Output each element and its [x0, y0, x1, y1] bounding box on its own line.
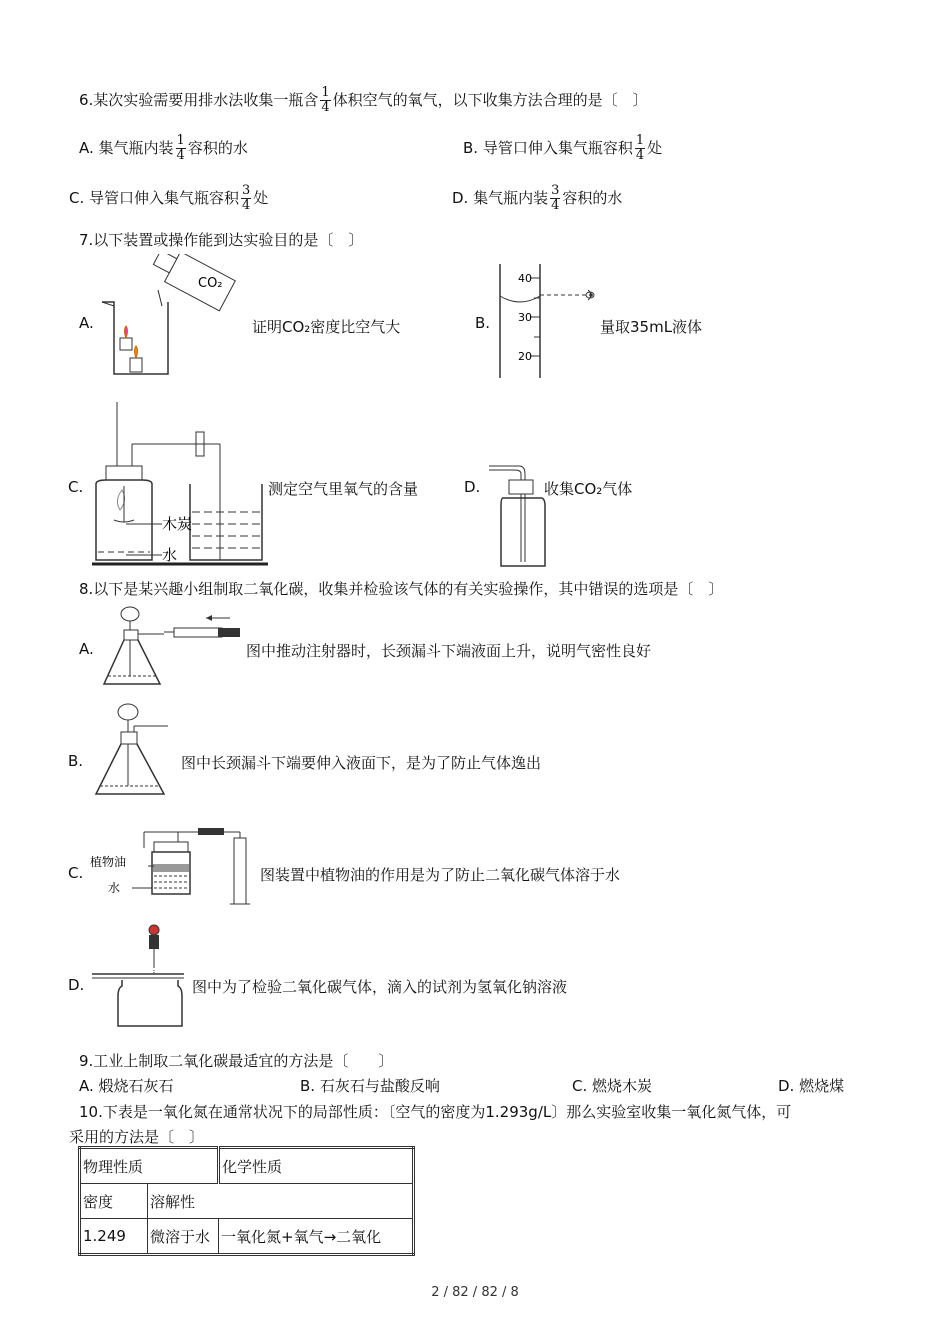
table-cell-solubility: 微溶于水: [148, 1219, 219, 1255]
table-row: [80, 1148, 414, 1184]
q6-stem: 6.某次实验需要用排水法收集一瓶含 $\frac{1}{4}$ 体积空气的氧气，以下收集方法合理的是〔 〕: [79, 85, 648, 115]
q7-c-text: 测定空气里氧气的含量: [268, 480, 419, 498]
table-header-solubility: 溶解性: [148, 1184, 414, 1219]
table-row: [80, 1219, 414, 1255]
nitric-oxide-properties-table: [78, 1146, 415, 1256]
q6-option-a: A. 集气瓶内装 $\frac{1}{4}$ 容积的水: [79, 133, 248, 163]
q7-c-charcoal-label: 木炭: [162, 515, 193, 533]
table-header-physical: 物理性质: [80, 1148, 219, 1184]
table-cell-chemical: 一氧化氮+氧气→二氧化: [219, 1219, 414, 1255]
q8-c-text: 图装置中植物油的作用是为了防止二氧化碳气体溶于水: [260, 866, 621, 884]
q9-option-a: A. 煅烧石灰石: [79, 1077, 174, 1095]
q8-d-label: D.: [68, 976, 85, 994]
q7-c-label: C.: [68, 478, 84, 496]
q7-d-label: D.: [464, 478, 481, 496]
q8-c-figure: [90, 824, 255, 910]
q6-option-d: D. 集气瓶内装 $\frac{3}{4}$ 容积的水: [452, 183, 623, 213]
q7-b-tick-40: 40: [518, 272, 532, 285]
q7-stem: 7.以下装置或操作能到达实验目的是〔 〕: [79, 231, 364, 249]
q7-b-text: 量取35mL液体: [600, 318, 703, 336]
q7-b-tick-30: 30: [518, 311, 532, 324]
q8-a-figure: [98, 604, 246, 690]
q8-b-figure: [92, 700, 176, 800]
q9-option-d: D. 燃烧煤: [778, 1077, 845, 1095]
q7-d-figure: [485, 458, 547, 570]
q7-b-figure: [494, 262, 604, 380]
q6-option-c: C. 导管口伸入集气瓶容积 $\frac{3}{4}$ 处: [69, 183, 269, 213]
q10-stem-line2: 采用的方法是〔 〕: [69, 1128, 205, 1146]
q7-a-text: 证明CO₂密度比空气大: [252, 318, 401, 336]
q7-a-figure: [100, 254, 245, 380]
q7-a-co2-label: CO₂: [198, 276, 223, 291]
table-header-chemical: 化学性质: [219, 1148, 414, 1184]
q10-stem-line1: 10.下表是一氧化氮在通常状况下的局部性质：〔空气的密度为1.293g/L〕那么实验室收集一氧化氮气体，可: [79, 1103, 792, 1121]
q8-d-figure: [90, 922, 190, 1032]
table-header-density: 密度: [80, 1184, 148, 1219]
q7-b-label: B.: [475, 314, 491, 332]
q8-d-text: 图中为了检验二氧化碳气体，滴入的试剂为氢氧化钠溶液: [192, 978, 568, 996]
q9-option-b: B. 石灰石与盐酸反响: [300, 1077, 440, 1095]
table-cell-density: 1.249: [80, 1219, 148, 1255]
q9-stem: 9.工业上制取二氧化碳最适宜的方法是〔 〕: [79, 1052, 394, 1070]
table-row: [80, 1184, 414, 1219]
q7-a-label: A.: [79, 314, 94, 332]
q8-c-water-label: 水: [108, 881, 121, 895]
q6-option-b: B. 导管口伸入集气瓶容积 $\frac{1}{4}$ 处: [463, 133, 663, 163]
q7-c-figure: [92, 400, 270, 568]
q9-option-c: C. 燃烧木炭: [572, 1077, 653, 1095]
q8-b-text: 图中长颈漏斗下端要伸入液面下，是为了防止气体逸出: [181, 754, 542, 772]
q8-a-label: A.: [79, 640, 94, 658]
page-footer: 2 / 82 / 82 / 8: [431, 1285, 519, 1300]
q7-c-water-label: 水: [162, 546, 178, 564]
q8-stem: 8.以下是某兴趣小组制取二氧化碳，收集并检验该气体的有关实验操作，其中错误的选项是〔 〕: [79, 580, 724, 598]
q7-d-text: 收集CO₂气体: [544, 480, 633, 498]
q7-b-tick-20: 20: [518, 350, 532, 363]
q8-c-oil-label: 植物油: [90, 855, 127, 869]
q8-b-label: B.: [68, 752, 84, 770]
q6-stem-fraction: $\frac{1}{4}$: [321, 85, 330, 115]
q8-c-label: C.: [68, 864, 84, 882]
q8-a-text: 图中推动注射器时，长颈漏斗下端液面上升，说明气密性良好: [246, 642, 652, 660]
